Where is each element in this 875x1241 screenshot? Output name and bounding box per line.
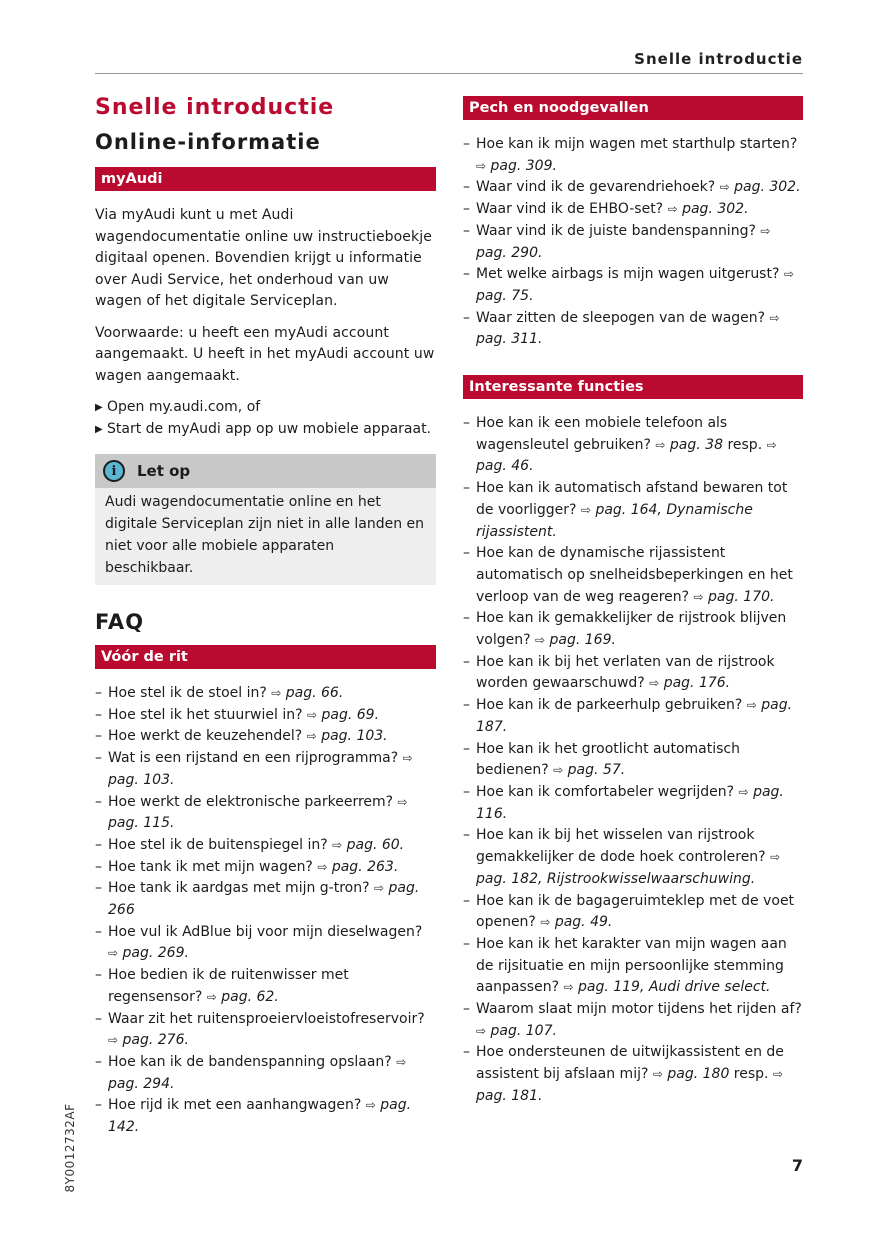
dash-bullet: – [95, 1053, 102, 1070]
faq-question: Hoe werkt de keuzehendel? [108, 728, 303, 745]
faq-item [463, 177, 803, 199]
step-text: Start de myAudi app op uw mobiele apparaat. [107, 420, 432, 437]
faq-question: Hoe stel ik de buitenspiegel in? [108, 836, 328, 853]
reference-separator: resp. [729, 1066, 773, 1083]
step-item [95, 419, 436, 441]
step-text: Open my.audi.com, of [107, 399, 261, 415]
triangle-bullet-icon: ▶ [95, 402, 103, 413]
page-reference: pag. 176. [663, 675, 731, 692]
dash-bullet: – [463, 740, 470, 757]
info-icon: i [103, 460, 125, 482]
page-reference: pag. 266 [108, 880, 420, 919]
faq-question: Hoe kan ik bij het wisselen van rijstrook gemakkelijker de dode hoek controleren? [476, 827, 766, 866]
arrow-right-icon: ⇨ [770, 850, 781, 865]
faq-item [463, 999, 803, 1042]
dash-bullet: – [463, 892, 470, 909]
faq-question: Hoe rijd ik met een aanhangwagen? [108, 1097, 362, 1114]
arrow-right-icon: ⇨ [317, 859, 328, 874]
section-title: Snelle introductie [95, 95, 335, 120]
faq-item [463, 782, 803, 825]
faq-title: FAQ [95, 610, 145, 634]
arrow-right-icon: ⇨ [649, 676, 660, 691]
arrow-right-icon: ⇨ [402, 751, 413, 766]
page-reference: pag. 57. [567, 762, 626, 779]
faq-item [463, 652, 803, 695]
dash-bullet: – [95, 923, 102, 940]
faq-item [95, 726, 436, 748]
features-heading: Interessante functies [463, 375, 803, 399]
faq-question: Waar vind ik de EHBO-set? [476, 201, 664, 218]
faq-question: Waar vind ik de juiste bandenspanning? [476, 222, 756, 239]
faq-question: Hoe kan ik gemakkelijker de rijstrook blijven volgen? [476, 610, 787, 649]
dash-bullet: – [463, 545, 470, 562]
dash-bullet: – [463, 935, 470, 952]
arrow-right-icon: ⇨ [738, 784, 749, 799]
dash-bullet: – [95, 858, 102, 875]
faq-item [463, 608, 803, 651]
faq-question: Hoe kan ik de parkeerhulp gebruiken? [476, 697, 743, 714]
faq-question: Met welke airbags is mijn wagen uitgerust? [476, 266, 780, 283]
dash-bullet: – [95, 706, 102, 723]
faq-question: Hoe kan ik het grootlicht automatisch bedienen? [476, 740, 741, 779]
dash-bullet: – [95, 685, 102, 701]
page-reference: pag. 294. [108, 1075, 175, 1092]
dash-bullet: – [463, 610, 470, 627]
dash-bullet: – [463, 179, 470, 196]
faq-question: Hoe kan ik het karakter van mijn wagen aan de rijsituatie en mijn persoonlijke stemming aanpassen? [476, 935, 787, 996]
right-column [463, 93, 803, 1108]
faq-question: Hoe kan ik een mobiele telefoon als wagensleutel gebruiken? [476, 415, 728, 453]
arrow-right-icon: ⇨ [396, 1054, 407, 1069]
page-reference: pag. 115. [108, 815, 175, 832]
page-reference: pag. 302. [682, 201, 749, 218]
arrow-right-icon: ⇨ [783, 267, 794, 282]
faq-question: Hoe vul ik AdBlue bij voor mijn dieselwagen? [108, 923, 423, 940]
page-reference: pag. 269. [122, 945, 189, 962]
page-reference: pag. 276. [122, 1032, 189, 1049]
arrow-right-icon: ⇨ [652, 1067, 663, 1082]
faq-item [463, 221, 803, 264]
page-reference: pag. 181. [476, 1087, 543, 1104]
page-reference: pag. 119, Audi drive select. [577, 979, 771, 996]
page-reference: pag. 309. [490, 157, 557, 174]
faq-item [463, 478, 803, 543]
faq-item [463, 199, 803, 221]
faq-question: Hoe tank ik aardgas met mijn g-tron? [108, 880, 370, 897]
arrow-right-icon: ⇨ [580, 502, 591, 517]
dash-bullet: – [463, 266, 470, 283]
page-reference: pag. 187. [476, 697, 793, 735]
faq-item [95, 1009, 436, 1052]
arrow-right-icon: ⇨ [535, 633, 546, 648]
page-reference: pag. 263. [331, 858, 399, 875]
page-reference: pag. 103. [321, 728, 388, 745]
arrow-right-icon: ⇨ [397, 794, 408, 809]
faq-question: Hoe kan ik comfortabeler wegrijden? [476, 783, 735, 800]
triangle-bullet-icon: ▶ [95, 423, 103, 435]
faq-item [463, 934, 803, 999]
arrow-right-icon: ⇨ [553, 763, 564, 778]
arrow-right-icon: ⇨ [108, 1033, 119, 1048]
page-reference: pag. 182, Rijstrookwisselwaarschuwing. [476, 870, 756, 887]
features-list [463, 413, 803, 1108]
arrow-right-icon: ⇨ [374, 881, 385, 896]
reference-separator: resp. [723, 436, 767, 453]
page-reference: pag. 302. [734, 179, 801, 196]
faq-item [95, 878, 436, 921]
faq-question: Waar zitten de sleepogen van de wagen? [476, 309, 766, 326]
dash-bullet: – [95, 1097, 102, 1114]
page-reference: pag. 290. [476, 244, 543, 261]
requirement-paragraph: Voorwaarde: u heeft een myAudi account aangemaakt. U heeft in het myAudi account uw wagen aangemaakt. [95, 324, 435, 384]
page-reference: pag. 66. [285, 685, 344, 701]
page-reference: pag. 164, Dynamische rijassistent. [476, 501, 753, 540]
steps-list [95, 397, 436, 440]
note-title: Let op [137, 462, 191, 480]
intro-paragraph: Via myAudi kunt u met Audi wagendocumentatie online uw instructieboekje digitaal openen. Bovendien krijgt u informatie over Audi Service, het onderhoud van uw wagen of het digitale Serviceplan. [95, 207, 432, 309]
arrow-right-icon: ⇨ [719, 180, 730, 195]
arrow-right-icon: ⇨ [307, 707, 318, 722]
faq-item [463, 543, 803, 608]
faq-item [95, 792, 436, 835]
faq-item [95, 1095, 436, 1138]
page-reference: pag. 142. [108, 1097, 412, 1136]
dash-bullet: – [463, 480, 470, 497]
faq-item [463, 308, 803, 351]
page-reference: pag. 170. [708, 588, 775, 605]
page-reference: pag. 116. [476, 783, 784, 822]
faq-item [463, 134, 803, 177]
faq-item [95, 857, 436, 879]
faq-question: Hoe ondersteunen de uitwijkassistent en de assistent bij afslaan mij? [476, 1044, 784, 1083]
dash-bullet: – [463, 309, 470, 326]
dash-bullet: – [463, 783, 470, 800]
dash-bullet: – [463, 1001, 470, 1018]
note-header [95, 454, 436, 488]
faq-item [95, 683, 436, 705]
breakdown-list [463, 134, 803, 351]
arrow-right-icon: ⇨ [476, 158, 487, 173]
arrow-right-icon: ⇨ [769, 310, 780, 325]
note-text: Audi wagendocumentatie online en het digitale Serviceplan zijn niet in alle landen en niet voor alle mobiele apparaten beschikbaar. [105, 494, 425, 576]
page-reference: pag. 169. [549, 632, 616, 649]
dash-bullet: – [95, 967, 102, 984]
arrow-right-icon: ⇨ [746, 698, 757, 713]
page-reference: pag. 75. [476, 287, 534, 304]
faq-question: Waar vind ik de gevarendriehoek? [476, 179, 716, 196]
faq-question: Hoe tank ik met mijn wagen? [108, 858, 313, 875]
faq-question: Hoe bedien ik de ruitenwisser met regensensor? [108, 967, 349, 1005]
arrow-right-icon: ⇨ [563, 980, 574, 995]
faq-question: Hoe kan de dynamische rijassistent automatisch op snelheidsbeperkingen en het verloop van de weg reageren? [476, 545, 793, 605]
page-reference: pag. 69. [321, 706, 380, 723]
faq-question: Hoe kan ik mijn wagen met starthulp starten? [476, 136, 798, 152]
faq-item [463, 264, 803, 307]
page-reference: pag. 38 [669, 436, 723, 453]
dash-bullet: – [463, 827, 470, 844]
arrow-right-icon: ⇨ [271, 686, 282, 700]
faq-item [95, 705, 436, 727]
arrow-right-icon: ⇨ [772, 1067, 784, 1082]
page-reference: pag. 62. [221, 988, 279, 1005]
arrow-right-icon: ⇨ [540, 915, 551, 930]
breakdown-heading: Pech en noodgevallen [463, 96, 803, 120]
arrow-right-icon: ⇨ [476, 1023, 487, 1038]
left-column [95, 93, 436, 1139]
dash-bullet: – [95, 750, 102, 767]
dash-bullet: – [463, 201, 470, 218]
arrow-right-icon: ⇨ [206, 989, 217, 1004]
dash-bullet: – [95, 836, 102, 853]
dash-bullet: – [463, 222, 470, 239]
faq-item [95, 922, 436, 965]
page-reference: pag. 60. [346, 836, 405, 853]
page-reference: pag. 107. [490, 1022, 557, 1039]
arrow-right-icon: ⇨ [667, 202, 678, 217]
faq-item [95, 1052, 436, 1095]
dash-bullet: – [463, 415, 470, 432]
page-reference: pag. 103. [108, 771, 175, 788]
faq-question: Wat is een rijstand en een rijprogramma? [108, 750, 399, 767]
before-drive-list [95, 683, 436, 1139]
dash-bullet: – [463, 136, 470, 152]
dash-bullet: – [95, 1010, 102, 1027]
faq-question: Hoe kan ik de bagageruimteklep met de voet openen? [476, 892, 795, 931]
faq-item [463, 825, 803, 890]
header-divider [95, 73, 803, 74]
page-reference: pag. 46. [476, 458, 534, 475]
arrow-right-icon: ⇨ [760, 223, 771, 238]
arrow-right-icon: ⇨ [108, 946, 119, 961]
dash-bullet: – [95, 793, 102, 810]
running-header: Snelle introductie [634, 50, 803, 68]
faq-question: Waarom slaat mijn motor tijdens het rijden af? [476, 1001, 802, 1018]
dash-bullet: – [463, 1044, 470, 1061]
dash-bullet: – [95, 728, 102, 745]
faq-item [95, 748, 436, 791]
dash-bullet: – [95, 880, 102, 897]
dash-bullet: – [463, 653, 470, 670]
before-drive-heading: Vóór de rit [95, 645, 436, 669]
faq-question: Hoe kan ik automatisch afstand bewaren tot de voorligger? [476, 480, 788, 518]
faq-question: Hoe werkt de elektronische parkeerrem? [108, 793, 394, 810]
faq-question: Waar zit het ruitensproeiervloeistofreservoir? [108, 1010, 425, 1027]
arrow-right-icon: ⇨ [332, 837, 343, 852]
myaudi-heading: myAudi [95, 167, 436, 191]
step-item [95, 397, 436, 419]
section-subtitle: Online-informatie [95, 130, 321, 154]
arrow-right-icon: ⇨ [655, 437, 666, 452]
faq-item [463, 695, 803, 738]
arrow-right-icon: ⇨ [693, 589, 704, 604]
page-number: 7 [791, 1156, 803, 1175]
arrow-right-icon: ⇨ [365, 1098, 376, 1113]
faq-question: Hoe kan ik de bandenspanning opslaan? [108, 1053, 392, 1070]
faq-question: Hoe kan ik bij het verlaten van de rijstrook worden gewaarschuwd? [476, 653, 775, 692]
arrow-right-icon: ⇨ [766, 437, 777, 452]
document-code: 8Y0012732AF [63, 1103, 77, 1193]
note-box [95, 454, 436, 585]
page-reference: pag. 311. [476, 331, 543, 348]
faq-item [463, 739, 803, 782]
arrow-right-icon: ⇨ [306, 729, 317, 744]
faq-question: Hoe stel ik het stuurwiel in? [108, 706, 303, 723]
faq-item [463, 1042, 803, 1107]
page-reference: pag. 49. [554, 914, 613, 931]
faq-question: Hoe stel ik de stoel in? [108, 685, 267, 701]
dash-bullet: – [463, 697, 470, 714]
faq-item [95, 965, 436, 1008]
faq-item [463, 891, 803, 934]
page-reference: pag. 180 [667, 1066, 730, 1083]
faq-item [95, 835, 436, 857]
faq-item [463, 413, 803, 478]
